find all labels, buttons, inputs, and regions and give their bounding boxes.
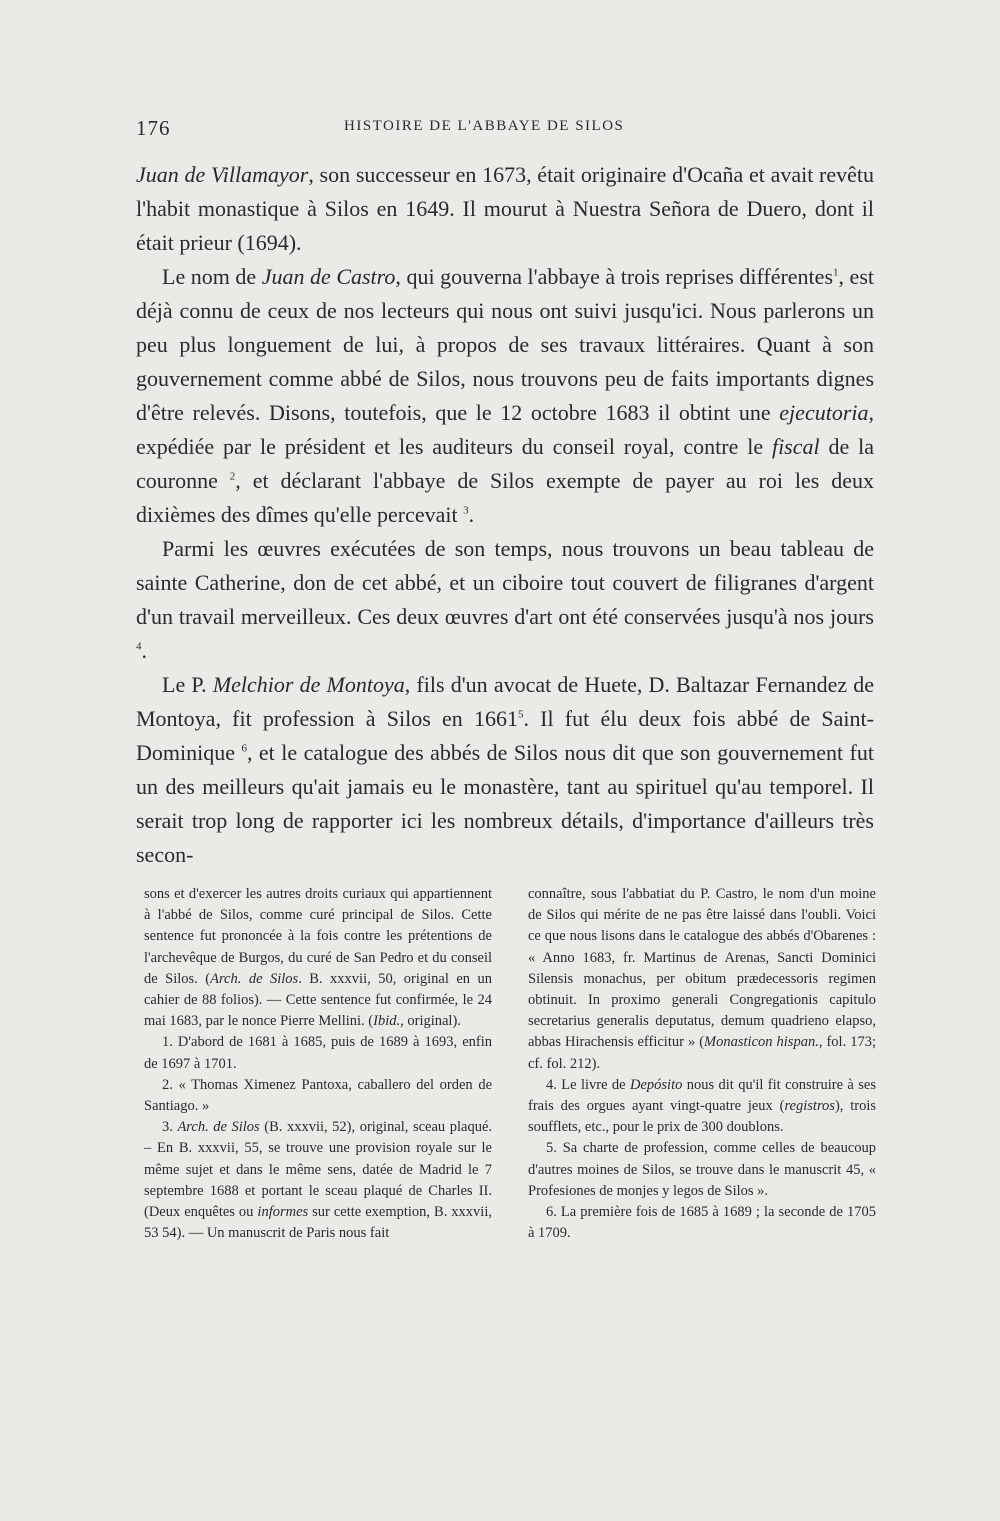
footnotes-right-column [528,884,876,1244]
italic-text: Juan de Castro [261,264,396,289]
footnote-ref: 6 [241,742,247,755]
footnotes-left-column [144,884,492,1244]
text-run: Parmi les œuvres exécutées de son temps, nous trouvons un beau tableau de sainte Catherine, don de cet abbé, et un ciboire tout couvert de filigranes d'argent d'un travail merveilleux. Ces deux œuvres d'art ont été conservées jusqu'à nos jours [136,536,874,629]
text-run: , expédiée par le président et les auditeurs du conseil royal, contre le [136,400,874,459]
text-run: ), trois soufflets, etc., pour le prix de 300 doublons. [528,1098,877,1136]
footnote-5 [528,1138,876,1202]
text-run: . Il fut élu deux fois abbé de Saint-Dominique [136,706,874,765]
text-run: , et déclarant l'abbaye de Silos exempte de payer au roi les deux dixièmes des dîmes qu'elle percevait [136,468,875,527]
paragraph-works-of-art [136,532,874,668]
footnote-6 [528,1202,876,1244]
text-run: (B. xxxvii, 52), original, sceau plaqué. – En B. xxxvii, 55, se trouve une provision royale sur le même sujet et dans le même sens, datée de Madrid le 7 septembre 1688 et portant le sceau plaqué de Charles II. (Deux enquêtes ou [144,1119,493,1221]
running-title: HISTOIRE DE L'ABBAYE DE SILOS [344,118,625,134]
text-run: . [468,502,475,527]
text-run: de la couronne [136,434,874,493]
text-run: 5. Sa charte de profession, comme celles de beaucoup d'autres moines de Silos, se trouve dans le manuscrit 45, « Profesiones de monjes y legos de Silos ». [528,1140,876,1199]
footnotes [144,884,892,1384]
text-run: 6. La première fois de 1685 à 1689 ; la seconde de 1705 à 1709. [528,1204,876,1242]
text-run: Le P. [162,672,213,697]
text-run: Le nom de [162,264,262,289]
footnote-ref: 4 [136,640,142,653]
text-run: , qui gouverna l'abbaye à trois reprises différentes [395,264,834,289]
italic-text: fiscal [771,434,820,459]
text-run: sons et d'exercer les autres droits curiaux qui appartiennent à l'abbé de Silos, comme curé principal de Silos. Cette sentence fut prononcée à la fois contre les prétentions de l'archevêque de Burgos, du curé de San Pedro et du conseil de Silos. ( [144,886,492,987]
italic-text: Melchior de Montoya [212,672,405,697]
text-run: , original). [400,1013,461,1030]
text-run: 3. [162,1119,178,1136]
italic-text: ejecutoria [779,400,869,425]
footnote-2 [144,1075,492,1117]
page-number: 176 [136,116,171,140]
page-header [136,116,874,140]
footnote-continuation-right [528,884,876,1075]
italic-text: informes [257,1204,309,1221]
footnote-3 [144,1117,492,1244]
footnote-ref: 5 [517,708,524,721]
text-run: , est déjà connu de ceux de nos lecteurs qui nous ont suivi jusqu'ici. Nous parlerons un peu plus longuement de lui, à propos de ses travaux littéraires. Quant à son gouvernement comme abbé de Silos, nous trouvons peu de faits importants dignes d'être relevés. Disons, toutefois, que le 12 octobre 1683 il obtint une [136,264,874,425]
italic-text: Juan de Villamayor [136,162,309,187]
italic-text: Depósito [630,1076,683,1093]
text-run: . B. xxxvii, 50, original en un cahier de 88 folios). — Cette sentence fut confirmée, le 24 mai 1683, par le nonce Pierre Mellini. ( [144,970,492,1030]
text-run: , son successeur en 1673, était originaire d'Ocaña et avait revêtu l'habit monastique à Silos en 1649. Il mourut à Nuestra Señora de Duero, dont il était prieur (1694). [136,162,875,255]
text-run: 4. Le livre de [546,1076,630,1093]
footnote-continuation-left [144,884,492,1032]
text-run: , fils d'un avocat de Huete, D. Baltazar Fernandez de Montoya, fit profession à Silos en 1661 [136,672,875,731]
text-run: connaître, sous l'abbatiat du P. Castro, le nom d'un moine de Silos qui mérite de ne pas être laissé dans l'oubli. Voici ce que nous lisons dans le catalogue des abbés d'Obarenes : « Anno 1683, fr. Martinus de Arenas, Sancti Dominici Silensis monachus, per obitum prædecessoris regimen obtinuit. In proximo generali Congregationis capitulo secretarius generalis deputatus, demum quadrieno elapso, abbas Hirachensis efficitur » ( [528,886,876,1051]
paragraph-montoya [136,668,874,872]
text-run: sur cette exemption, B. xxxvii, 53 54). — Un manuscrit de Paris nous fait [144,1204,492,1242]
footnote-ref: 1 [833,266,839,279]
italic-text: Monasticon hispan. [704,1034,819,1051]
footnote-ref: 2 [229,470,236,483]
paragraph-castro [136,260,874,532]
italic-text: Arch. de Silos [210,970,299,987]
text-run: 2. « Thomas Ximenez Pantoxa, caballero del orden de Santiago. » [144,1076,492,1115]
text-run: nous dit qu'il fit construire à ses frais des orgues ayant vingt-quatre jeux ( [528,1076,876,1115]
text-run: , et le catalogue des abbés de Silos nous dit que son gouvernement fut un des meilleurs qu'ait jamais eu le monastère, tant au spirituel qu'au temporel. Il serait trop long de rapporter ici les nombreux détails, d'importance d'ailleurs très secon- [136,740,874,867]
text-run: , fol. 173; cf. fol. 212). [528,1034,876,1072]
italic-text: Arch. de Silos [177,1119,260,1136]
italic-text: registros [784,1098,835,1115]
footnote-4 [528,1075,876,1139]
footnote-ref: 3 [463,504,469,517]
main-text [136,158,874,872]
footnote-1 [144,1032,492,1074]
text-run: . [141,638,147,663]
text-run: 1. D'abord de 1681 à 1685, puis de 1689 à 1693, enfin de 1697 à 1701. [144,1034,492,1072]
paragraph-villamayor [136,158,874,260]
italic-text: Ibid. [373,1013,401,1030]
